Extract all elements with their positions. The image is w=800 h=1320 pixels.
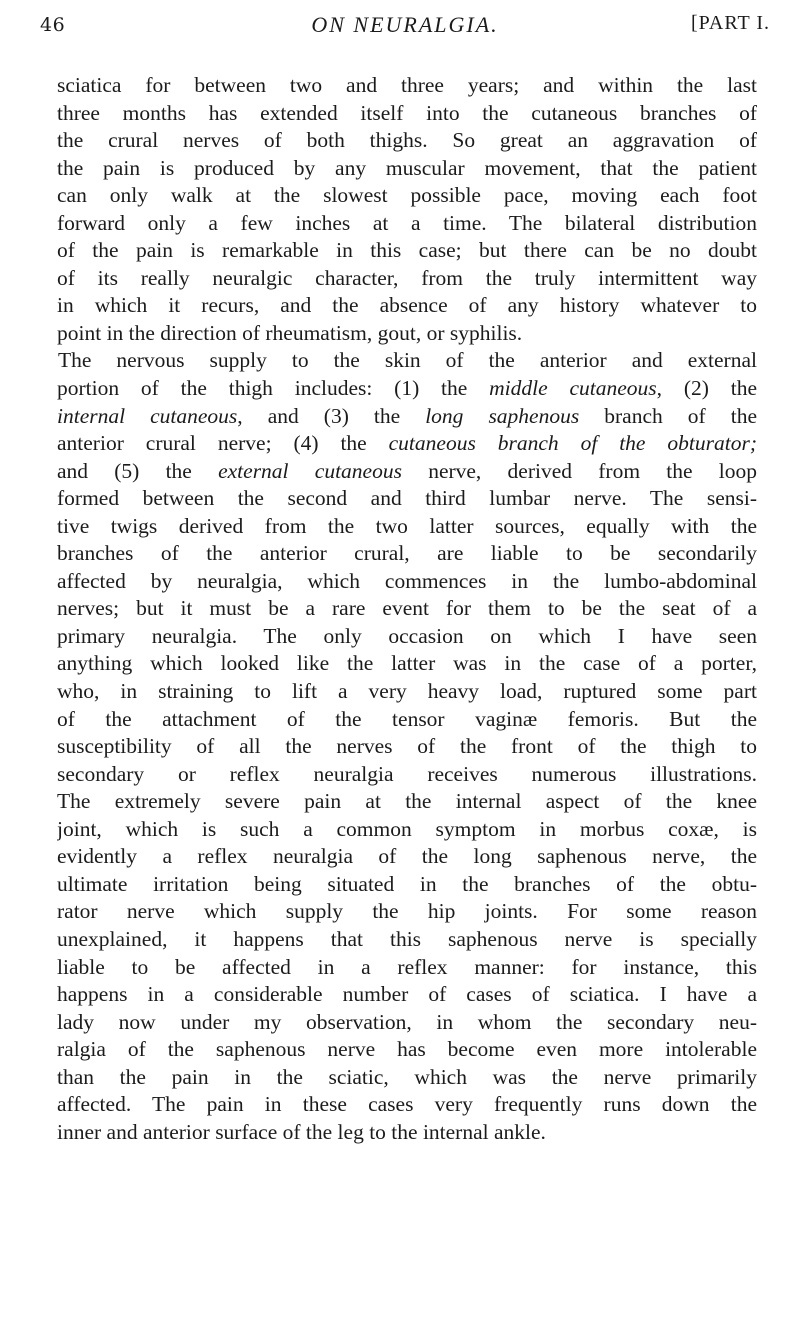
text-line: of the pain is remarkable in this case; but there can be no doubt xyxy=(57,238,757,263)
text-line: than the pain in the sciatic, which was the nerve primarily xyxy=(57,1064,757,1089)
text-line: can only walk at the slowest possible pace, moving each foot xyxy=(57,183,757,208)
text-line: happens in a considerable number of cases of sciatica. I have a xyxy=(57,982,757,1007)
text-line: unexplained, it happens that this saphenous nerve is specially xyxy=(57,926,757,951)
text-line: evidently a reflex neuralgia of the long saphenous nerve, the xyxy=(57,844,757,869)
text-line: tive twigs derived from the two latter sources, equally with the xyxy=(57,513,757,538)
text-line: affected. The pain in these cases very frequently runs down the xyxy=(57,1092,757,1117)
text-line: primary neuralgia. The only occasion on which I have seen xyxy=(57,623,757,648)
text-line: The nervous supply to the skin of the anterior and external xyxy=(58,348,757,373)
text-line: formed between the second and third lumbar nerve. The sensi- xyxy=(57,486,757,511)
text-line: anything which looked like the latter was in the case of a porter, xyxy=(57,651,757,676)
text-line: rator nerve which supply the hip joints. For some reason xyxy=(57,899,757,924)
page-number: 46 xyxy=(40,14,66,36)
text-line: joint, which is such a common symptom in morbus coxæ, is xyxy=(57,816,757,841)
text-line: the crural nerves of both thighs. So great an aggravation of xyxy=(57,128,757,153)
text-line: susceptibility of all the nerves of the front of the thigh to xyxy=(57,734,757,759)
text-line: The extremely severe pain at the internal aspect of the knee xyxy=(57,789,757,814)
running-title: ON NEURALGIA. xyxy=(311,12,499,37)
text-line: anterior crural nerve; (4) the cutaneous branch of the obturator; xyxy=(57,431,757,456)
text-line: portion of the thigh includes: (1) the middle cutaneous, (2) the xyxy=(57,376,757,401)
body-text xyxy=(57,72,757,1146)
text-line: liable to be affected in a reflex manner: for instance, this xyxy=(57,954,757,979)
text-line: internal cutaneous, and (3) the long saphenous branch of the xyxy=(57,403,757,428)
text-line: who, in straining to lift a very heavy load, ruptured some part xyxy=(57,679,757,704)
text-line: of its really neuralgic character, from the truly intermittent way xyxy=(57,265,757,290)
text-line: branches of the anterior crural, are liable to be secondarily xyxy=(57,541,757,566)
text-line: ultimate irritation being situated in the branches of the obtu- xyxy=(57,871,757,896)
text-line: in which it recurs, and the absence of any history whatever to xyxy=(57,293,757,318)
text-line: lady now under my observation, in whom the secondary neu- xyxy=(57,1009,757,1034)
text-line: inner and anterior surface of the leg to the internal ankle. xyxy=(57,1119,546,1144)
text-line: three months has extended itself into the cutaneous branches of xyxy=(57,100,757,125)
text-line: and (5) the external cutaneous nerve, derived from the loop xyxy=(57,458,757,483)
text-line: of the attachment of the tensor vaginæ femoris. But the xyxy=(57,706,757,731)
text-line: point in the direction of rheumatism, gout, or syphilis. xyxy=(57,320,523,345)
part-label: [PART I. xyxy=(690,12,770,34)
text-line: sciatica for between two and three years; and within the last xyxy=(57,73,757,97)
text-line: the pain is produced by any muscular movement, that the patient xyxy=(57,155,757,180)
text-line: affected by neuralgia, which commences in the lumbo-abdominal xyxy=(57,568,757,593)
text-line: ralgia of the saphenous nerve has become even more intolerable xyxy=(57,1037,757,1062)
page-header xyxy=(40,8,770,48)
text-line: secondary or reflex neuralgia receives numerous illustrations. xyxy=(57,761,757,786)
text-line: forward only a few inches at a time. The bilateral distribution xyxy=(57,210,757,235)
text-line: nerves; but it must be a rare event for them to be the seat of a xyxy=(57,596,757,621)
